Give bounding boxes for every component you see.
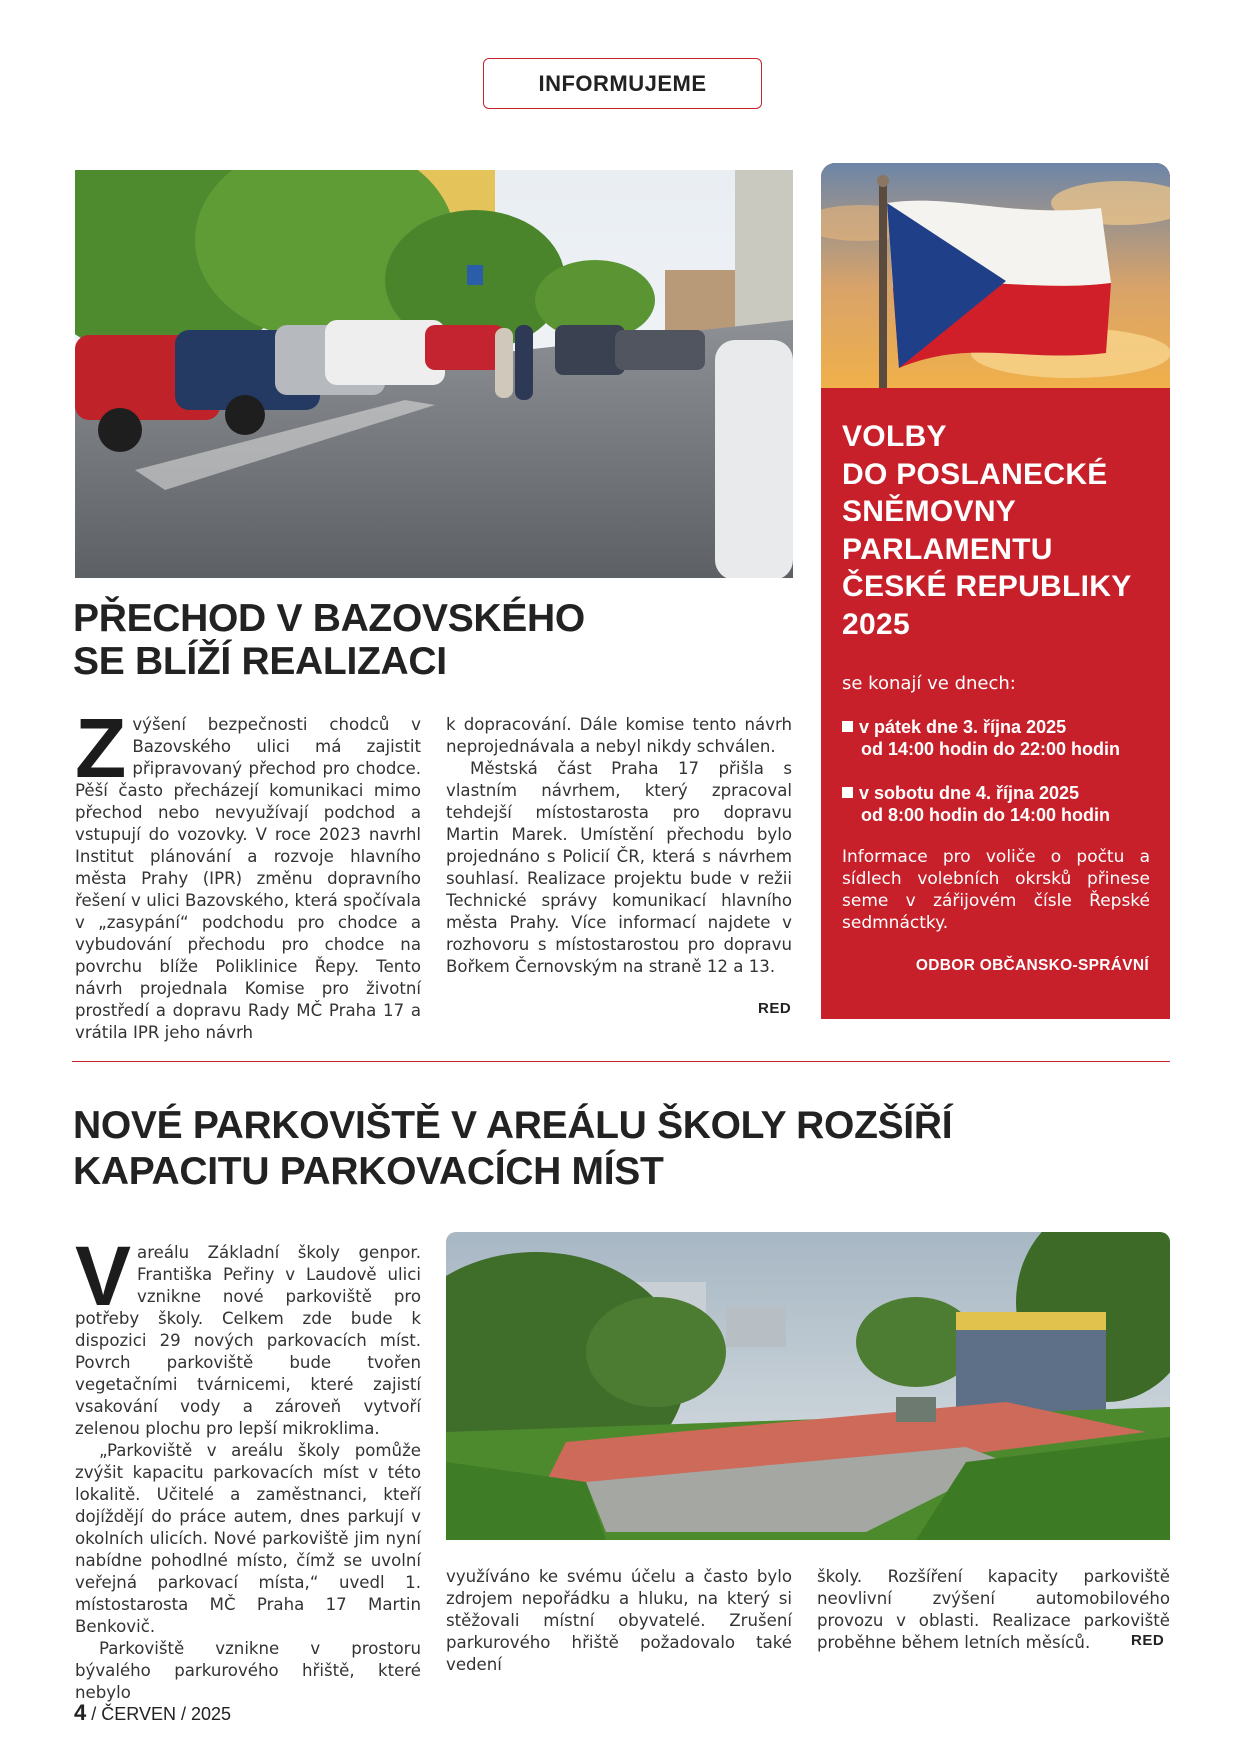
elections-title — [842, 418, 1162, 643]
street-crossing-photo — [75, 170, 793, 578]
article2-column1 — [75, 1229, 421, 1704]
election-date-saturday — [842, 782, 1152, 826]
elections-title-line1: VOLBY — [842, 420, 947, 453]
footer-year: 2025 — [190, 1704, 232, 1724]
article2-col1-p1: areálu Základní školy genpor. Františka Peřiny v Laudově ulici vznikne nové parkoviště pro potřeby školy. Celkem zde bude k dispozici 29 nových parkovacích míst. Povrch parkoviště bude tvořen vegetačními tvárnicemi, které zajistí vsakování vody a zároveň vytvoří zelenou plochu pro lepší mikroklima. — [75, 1243, 421, 1438]
article2-headline-line2: KAPACITU PARKOVACÍCH MÍST — [73, 1150, 664, 1193]
footer-separator: / — [86, 1704, 102, 1724]
elections-department: ODBOR OBČANSKO-SPRÁVNÍ — [915, 957, 1149, 974]
article1-headline — [73, 597, 585, 683]
footer-month: ČERVEN — [101, 1704, 176, 1724]
election-date-friday-hours: od 14:00 hodin do 22:00 hodin — [861, 739, 1121, 759]
czech-flag-photo — [821, 163, 1170, 388]
square-bullet-icon — [842, 787, 853, 798]
elections-info: Informace pro voliče o počtu a sídlech volebních okrsků přinese seme v zářijovém čísle Řepské sedmnáctky. — [842, 847, 1150, 933]
elections-title-line2: DO POSLANECKÉ — [842, 457, 1108, 491]
article1-col2-p2: Městská část Praha 17 přišla s vlastním návrhem, který zpracoval tehdejší místostarosta pro dopravu Martin Marek. Umístění přechodu bylo projednáno s Policií ČR, která s návrhem souhlasí. Realizace projektu bude v režii Technické správy komunikací hlavního města Prahy. Více informací najdete v rozhovoru s místostarostou pro dopravu Bořkem Černovským na straně 12 a 13. — [446, 759, 792, 976]
elections-title-line4: PARLAMENTU — [842, 532, 1053, 566]
article2-headline — [73, 1103, 952, 1195]
article1-headline-line2: SE BLÍŽÍ REALIZACI — [73, 640, 447, 683]
article1-byline: RED — [758, 1000, 792, 1017]
elections-intro: se konají ve dnech: — [842, 673, 1016, 694]
article2-headline-line1: NOVÉ PARKOVIŠTĚ V AREÁLU ŠKOLY ROZŠÍŘÍ — [73, 1104, 953, 1147]
section-tag: INFORMUJEME — [483, 58, 762, 109]
article2-col2-text: využíváno ke svému účelu a často bylo zdrojem nepořádku a hluku, na který si stěžovali místní obyvatelé. Zrušení parkurového hřiště požadovalo také vedení — [446, 1567, 792, 1674]
article1-col1-text: výšení bezpečnosti chodců v Bazovského ulici má zajistit připravovaný přechod pro chodce. Pěší často přecházejí komunikaci mimo přechod nebo nevyužívají podchod a vstupují do vozovky. V roce 2023 navrhl Institut plánování a rozvoje hlavního města Prahy (IPR) změnu dopravního řešení v ulici Bazovského, která spočívala v „zasypání“ podchodu pro chodce a vybudování přechodu pro chodce na povrchu blíže Poliklinice Řepy. Tento návrh projednala Komise pro životní prostředí a dopravu Rady MČ Praha 17 a vrátila IPR jeho návrh — [75, 715, 421, 1042]
article2-col1-p3: Parkoviště vznikne v prostoru bývalého parkurového hřiště, které nebylo — [75, 1639, 421, 1702]
article2-col1-p2: „Parkoviště v areálu školy pomůže zvýšit kapacitu parkovacích míst v této lokalitě. Učitelé a zaměstnanci, kteří dojíždějí do práce autem, dnes parkují v okolních ulicích. Nové parkoviště jim nyní nabídne pohodlné místo, čímž se uvolní veřejná parkovací místa,“ uvedl 1. místostarosta MČ Praha 17 Martin Benkovič. — [75, 1441, 421, 1636]
elections-sidebar — [821, 163, 1170, 1019]
election-date-friday-day: v pátek dne 3. října 2025 — [859, 717, 1067, 737]
article2-dropcap: V — [75, 1229, 132, 1323]
election-date-friday — [842, 716, 1152, 760]
footer-separator-2: / — [175, 1704, 191, 1724]
elections-title-line3: SNĚMOVNY — [842, 495, 1017, 528]
elections-title-line6: 2025 — [842, 607, 910, 641]
article2-column2 — [446, 1566, 792, 1676]
page-number: 4 — [74, 1700, 87, 1725]
article1-dropcap: Z — [75, 701, 127, 795]
article1-headline-line1: PŘECHOD V BAZOVSKÉHO — [73, 597, 585, 640]
square-bullet-icon — [842, 721, 853, 732]
election-date-saturday-hours: od 8:00 hodin do 14:00 hodin — [861, 805, 1111, 825]
article2-column3 — [817, 1566, 1170, 1654]
election-date-saturday-day: v sobotu dne 4. října 2025 — [859, 783, 1080, 803]
schoolyard-parking-photo — [446, 1232, 1170, 1540]
article2-byline: RED — [1131, 1632, 1165, 1649]
elections-title-line5: ČESKÉ REPUBLIKY — [842, 570, 1132, 603]
article1-column2 — [446, 714, 792, 978]
article2-col3-text: školy. Rozšíření kapacity parkoviště neovlivní zvýšení automobilového provozu v oblasti. Realizace parkoviště proběhne během letních měsíců. — [817, 1567, 1170, 1652]
page-footer — [74, 1700, 231, 1726]
article1-col2-p1: k dopracování. Dále komise tento návrh neprojednávala a nebyl nikdy schválen. — [446, 715, 792, 756]
article1-column1 — [75, 701, 421, 1044]
section-divider — [72, 1061, 1170, 1062]
